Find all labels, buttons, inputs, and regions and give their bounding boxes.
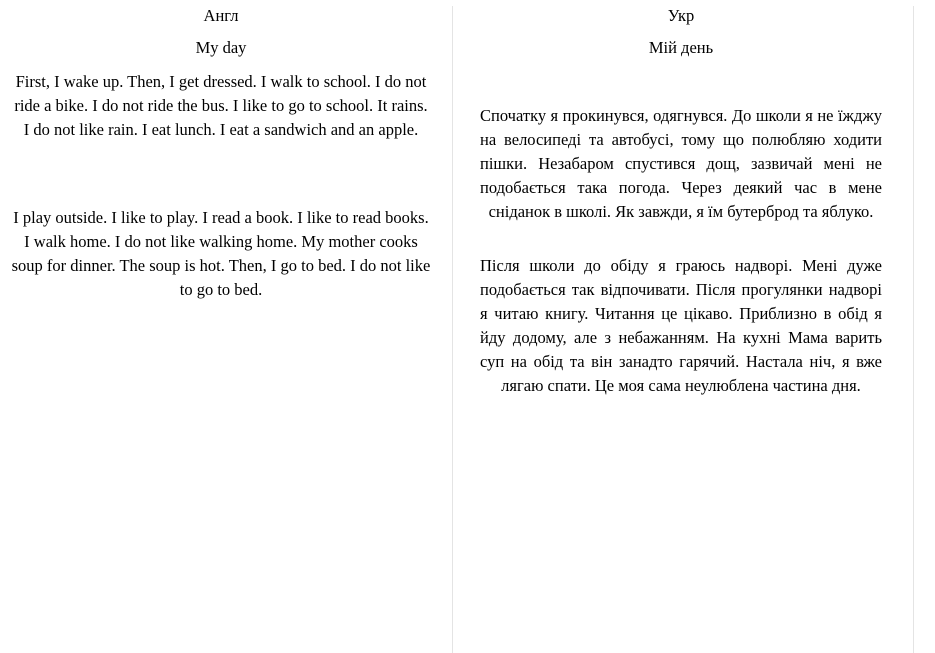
column-divider-right <box>913 6 914 653</box>
english-column-header: Англ <box>203 6 239 25</box>
column-divider-center <box>452 6 453 653</box>
ukrainian-title: Мій день <box>648 38 714 57</box>
english-paragraph-1: First, I wake up. Then, I get dressed. I walk to school. I do not ride a bike. I do not ride the bus. I like to go to school. It rains. I do not like rain. I eat lunch. I eat a sandwich and an apple. <box>14 72 428 139</box>
ukrainian-paragraph-1: Спочатку я прокинувся, одягнувся. До школи я не їжджу на велосипеді та автобусі, тому що полюбляю ходити пішки. Незабаром спустився дощ, зазвичай мені не подобається така погода. Через деякий час в мене сніданок в школі. Як завжди, я їм бутерброд та яблуко. <box>480 106 882 221</box>
english-paragraph-2: I play outside. I like to play. I read a book. I like to read books. I walk home. I do not like walking home. My mother cooks soup for dinner. The soup is hot. Then, I go to bed. I do not like to go to bed. <box>11 208 431 299</box>
ukrainian-column-header: Укр <box>667 6 695 25</box>
ukrainian-paragraph-2: Після школи до обіду я граюсь надворі. Мені дуже подобається так відпочивати. Після прогулянки надворі я читаю книгу. Читання це цікаво. Приблизно в обід я йду додому, але з небажанням. На кухні Мама варить суп на обід та він занадто гарячий. Настала ніч, я вже лягаю спати. Це моя сама неулюблена частина дня. <box>480 256 882 395</box>
english-title: My day <box>195 38 247 57</box>
